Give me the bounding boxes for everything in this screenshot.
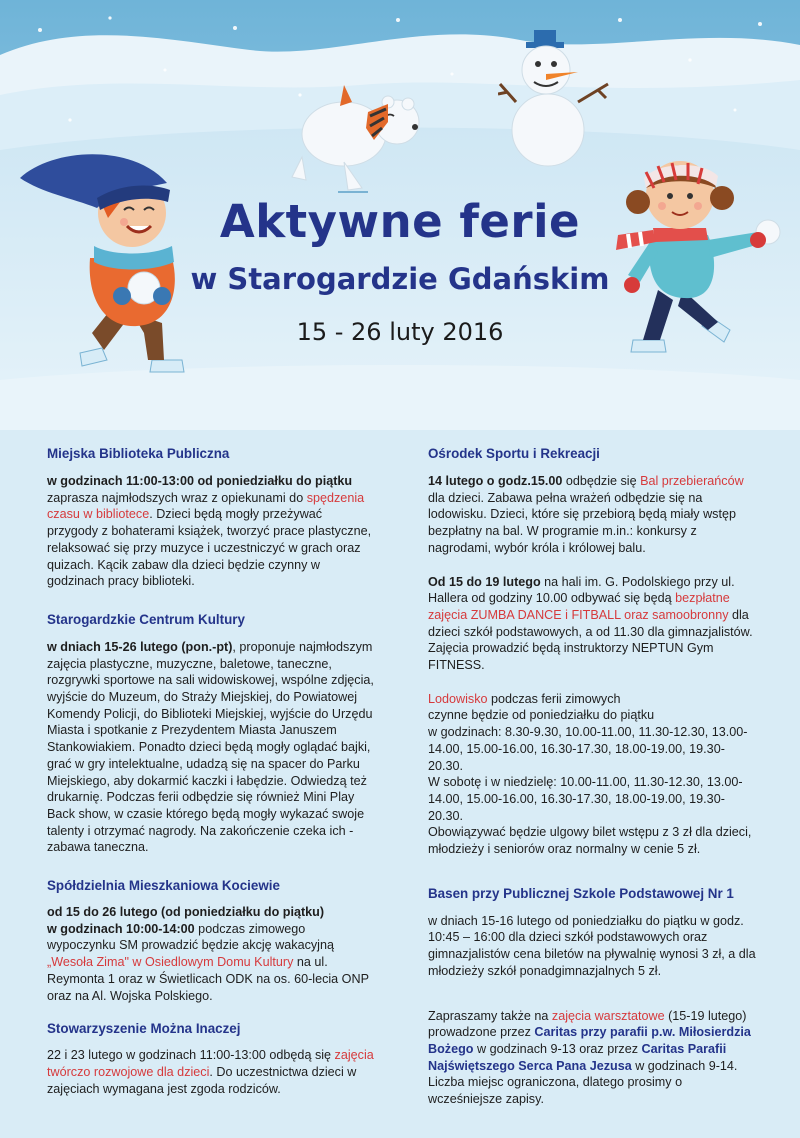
sport-ball-highlight: Bal przebierańców — [640, 474, 744, 488]
section-title-association: Stowarzyszenie Można Inaczej — [47, 1021, 241, 1037]
sport-zumba-text-b: dla dzieci szkół podstawowych, a od 11.30 dla gimnazjalistów. Zajęcia prowadzić będą instruktorzy NEPTUN Gym FITNESS. — [428, 607, 753, 673]
section-title-library: Miejska Biblioteka Publiczna — [47, 446, 230, 461]
section-body-library — [47, 473, 375, 590]
left-column — [47, 445, 375, 1097]
library-text-a: zaprasza najmłodszych wraz z opiekunami do — [47, 490, 307, 505]
section-workshops — [428, 1008, 758, 1108]
association-highlight: zajęcia twórczo rozwojowe dla dzieci — [47, 1048, 374, 1079]
hero-banner — [0, 0, 800, 430]
library-hours: w godzinach 11:00-13:00 od poniedziałku do piątku — [47, 474, 353, 488]
sport-ball-date: 14 lutego o godz.15.00 — [428, 474, 563, 488]
section-housing — [47, 877, 375, 1004]
section-body-culture — [47, 639, 375, 856]
sport-ball-text-a: odbędzie się — [562, 474, 641, 488]
library-highlight: spędzenia czasu w bibliotece — [47, 490, 365, 522]
section-title-housing: Spółdzielnia Mieszkaniowa Kociewie — [47, 878, 280, 894]
housing-text-a: podczas zimowego wypoczynku SM prowadzić będzie akcję wakacyjną — [47, 921, 334, 953]
sport-ball-text-b: dla dzieci. Zabawa pełna wrażeń odbędzie się na lodowisku. Dzieci, które się przebiorą będą miały wstęp bezpłatny na bal. W programie m.in.: konkursy z nagrodami, wybór króla i królowej balu. — [428, 490, 736, 555]
polar-bear-skater-icon — [282, 82, 432, 202]
event-dates: 15 - 26 luty 2016 — [296, 318, 504, 346]
sport-rink-weekend: W sobotę i w niedzielę: 10.00-11.00, 11.30-12.30, 13.00-14.00, 15.00-16.00, 16.30-17.30, 18.00-19.00, 19.30-20.30. — [428, 775, 743, 823]
section-body-pool — [428, 913, 758, 980]
section-pool — [428, 885, 758, 980]
section-title-pool: Basen przy Publicznej Szkole Podstawowej Nr 1 — [428, 885, 734, 901]
housing-highlight: „Wesoła Zima" w Osiedlowym Domu Kultury — [47, 955, 294, 970]
right-column — [428, 445, 758, 1108]
section-sport — [428, 445, 758, 858]
section-title-culture: Starogardzkie Centrum Kultury — [47, 611, 245, 627]
association-text-a: 22 i 23 lutego w godzinach 11:00-13:00 odbędą się — [47, 1048, 335, 1063]
section-association — [47, 1020, 375, 1097]
page-title: Aktywne ferie — [219, 195, 581, 248]
workshops-caritas-2: Caritas Parafii Najświętszego Serca Pana Jezusa — [428, 1041, 727, 1073]
library-text-b: . Dzieci będą mogły przeżywać przygody z bohaterami książek, tworzyć prace plastyczne, relaksować się przy muzyce i uczestniczyć w grach oraz quizach. Kącik zabaw dla dzieci będzie czynny w godzinach pracy biblioteki. — [47, 507, 372, 589]
section-culture — [47, 611, 375, 856]
workshops-caritas-1: Caritas przy parafii p.w. Miłosierdzia Bożego — [428, 1025, 751, 1056]
workshops-text-c: w godzinach 9-13 oraz przez — [473, 1041, 642, 1056]
workshops-text-d: w godzinach 9-14. Liczba miejsc ograniczona, dlatego prosimy o wcześniejsze zapisy. — [428, 1058, 738, 1107]
pool-text: w dniach 15-16 lutego od poniedziałku do piątku w godz. 10:45 – 16:00 dla dzieci szkół podstawowych oraz gimnazjalistów cena biletów na pływalnię wynosi 3 zł, a dla młodzieży szkół ponadgimnazjalnych 5 zł. — [428, 913, 756, 978]
sport-rink-hours: w godzinach: 8.30-9.30, 10.00-11.00, 11.30-12.30, 13.00-14.00, 15.00-16.00, 16.30-17.30, 18.00-19.00, 19.30-20.30. — [428, 725, 748, 773]
section-library — [47, 445, 375, 590]
sport-zumba-highlight: bezpłatne zajęcia ZUMBA DANCE i FITBALL oraz samoobronny — [428, 591, 730, 622]
sport-rink-prices: Obowiązywać będzie ulgowy bilet wstępu z 3 zł dla dzieci, młodzieży i seniorów oraz normalny w cenie 5 zł. — [428, 825, 752, 857]
section-body-housing — [47, 904, 375, 1004]
sport-zumba-dates: Od 15 do 19 lutego — [428, 574, 541, 589]
sport-paragraph-rink — [428, 691, 758, 858]
sport-rink-highlight: Lodowisko — [428, 691, 488, 706]
housing-dates: od 15 do 26 lutego (od poniedziałku do piątku) — [47, 905, 325, 920]
workshops-text-a: Zapraszamy także na — [428, 1008, 552, 1023]
workshops-text-b: (15-19 lutego) prowadzone przez — [428, 1008, 747, 1040]
housing-text-b: na ul. Reymonta 1 oraz w Świetlicach ODK na os. 60-lecia ONP oraz na Al. Wojska Polskiego. — [47, 955, 369, 1003]
sport-zumba-text-a: na hali im. G. Podolskiego przy ul. Hallera od godziny 10.00 odbywać się będą — [428, 574, 735, 606]
sport-paragraph-zumba — [428, 574, 758, 674]
workshops-highlight: zajęcia warsztatowe — [551, 1008, 665, 1023]
sport-rink-text-a: podczas ferii zimowych — [487, 691, 621, 706]
culture-dates: w dniach 15-26 lutego (pon.-pt) — [47, 639, 233, 654]
page-subtitle: w Starogardzie Gdańskim — [190, 262, 610, 296]
section-title-sport: Ośrodek Sportu i Rekreacji — [428, 446, 600, 461]
association-text-b: . Do uczestnictwa dzieci w zajęciach wymagana jest zgoda rodziców. — [47, 1064, 357, 1096]
culture-text: , proponuje najmłodszym zajęcia plastyczne, muzyczne, baletowe, taneczne, rozgrywki sportowe na sali widowiskowej, wspólne zdjęcia, wyjście do Muzeum, do Straży Miejskiej, do Powiatowej Komendy Policji, do Biblioteki Miejskiej, wyjście do Urzędu Miasta i spotkanie z Prezydentem Miasta Januszem Stankowiakiem. Ponadto dzieci będą mogły oglądać bajki, grać w gry intelektualne, udadzą się na spacer do Parku Miejskiego, aby dokarmić kaczki i łabędzie. Odwiedzą też drukarnię. Podczas ferii odbędzie się również Mini Play Back show, w czasie którego będą mogły wykazać swoje talenty i otrzymać nagrody. Na zakończenie czeka ich - zabawa taneczna. — [47, 639, 374, 855]
section-body-association — [47, 1047, 375, 1097]
sport-paragraph-ball — [428, 473, 758, 557]
sport-rink-weekdays: czynne będzie od poniedziałku do piątku — [428, 708, 655, 723]
housing-hours: w godzinach 10:00-14:00 — [47, 921, 195, 936]
